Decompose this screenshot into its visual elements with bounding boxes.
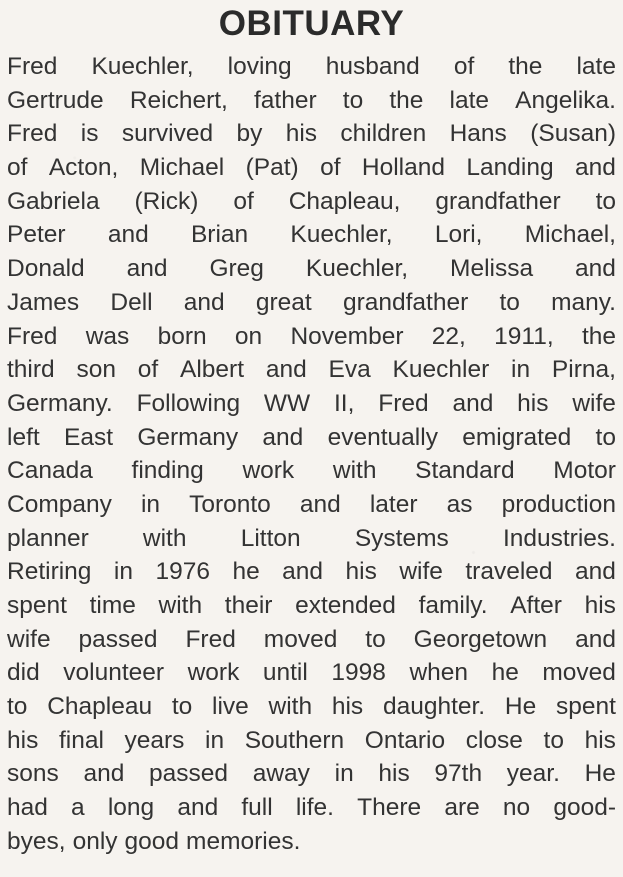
obituary-line: Germany. Following WW II, Fred and his wife	[7, 389, 616, 417]
obituary-line: third son of Albert and Eva Kuechler in Pirna,	[7, 356, 616, 384]
obituary-line: Company in Toronto and later as production	[7, 490, 616, 518]
obituary-line: Gertrude Reichert, father to the late Angelika.	[7, 86, 616, 114]
obituary-line: left East Germany and eventually emigrated to	[7, 423, 616, 451]
obituary-line: his final years in Southern Ontario close to his	[7, 726, 616, 754]
obituary-line: of Acton, Michael (Pat) of Holland Landing and	[7, 154, 616, 182]
obituary-line: Donald and Greg Kuechler, Melissa and	[7, 255, 616, 283]
obituary-line: James Dell and great grandfather to many.	[7, 288, 616, 316]
obituary-line: did volunteer work until 1998 when he moved	[7, 659, 616, 687]
obituary-line: had a long and full life. There are no good-	[7, 794, 616, 822]
obituary-line: Canada finding work with Standard Motor	[7, 457, 616, 485]
obituary-title: OBITUARY	[218, 4, 405, 43]
obituary-line: Fred was born on November 22, 1911, the	[7, 322, 616, 350]
obituary-line: Fred Kuechler, loving husband of the late	[7, 53, 616, 80]
obituary-line: byes, only good memories.	[7, 827, 301, 855]
obituary-line: Fred is survived by his children Hans (Susan)	[7, 120, 616, 148]
obituary-body	[7, 50, 616, 859]
obituary-line: sons and passed away in his 97th year. He	[7, 760, 616, 788]
obituary-line: wife passed Fred moved to Georgetown and	[7, 625, 616, 653]
obituary-line: Gabriela (Rick) of Chapleau, grandfather to	[7, 187, 616, 215]
obituary-line: planner with Litton Systems Industries.	[7, 524, 616, 552]
obituary-line: spent time with their extended family. After his	[7, 592, 616, 619]
obituary-line: Peter and Brian Kuechler, Lori, Michael,	[7, 221, 616, 249]
obituary-line: to Chapleau to live with his daughter. He spent	[7, 693, 616, 721]
obituary-line: Retiring in 1976 he and his wife traveled and	[7, 558, 616, 586]
